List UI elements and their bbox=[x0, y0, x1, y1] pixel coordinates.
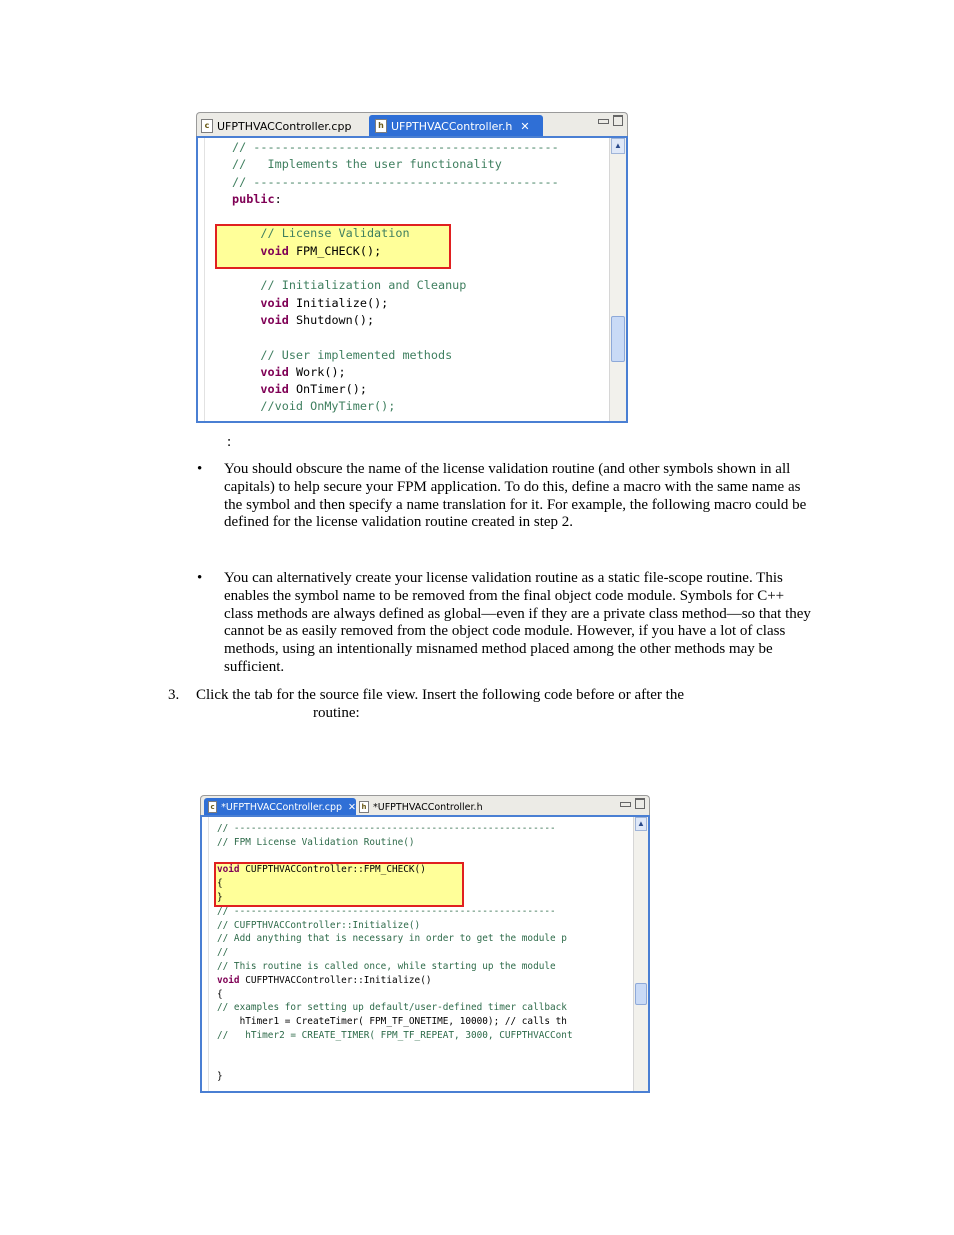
scroll-up-arrow-icon[interactable]: ▲ bbox=[611, 138, 625, 154]
code-line: // hTimer2 = CREATE_TIMER( FPM_TF_REPEAT, 3000, CUFPTHVACCont bbox=[217, 1029, 573, 1041]
tab-header-file[interactable] bbox=[359, 798, 491, 816]
code-line: // User implemented methods bbox=[232, 347, 453, 362]
tab-header-file[interactable] bbox=[369, 115, 543, 137]
header-file-icon: h bbox=[359, 801, 369, 813]
code-line: // CUFPTHVACController::Initialize() bbox=[217, 919, 421, 931]
bullet-icon: • bbox=[197, 461, 203, 477]
scroll-thumb[interactable] bbox=[611, 316, 625, 362]
code-line bbox=[232, 208, 559, 225]
bullet-paragraph-obscure-name: You should obscure the name of the license validation routine (and other symbols shown in all capitals) to help secure your FPM application. To do this, define a macro with the same name as the symbol and then specify a name translation for it. For example, the following macro could be defined for the license validation routine created in step 2. bbox=[224, 461, 807, 531]
scroll-thumb[interactable] bbox=[635, 983, 647, 1005]
code-line: // Initialization and Cleanup bbox=[232, 278, 467, 293]
editor-gutter bbox=[198, 138, 205, 421]
cpp-file-icon: c bbox=[208, 801, 217, 813]
step-text: Click the tab for the source file view. Insert the following code before or after the bbox=[196, 687, 685, 703]
close-icon[interactable]: ✕ bbox=[520, 119, 530, 133]
figure-caption: : bbox=[227, 434, 232, 450]
code-line: //void OnMyTimer(); bbox=[232, 399, 396, 414]
tab-label: *UFPTHVACController.h bbox=[373, 801, 483, 813]
code-line bbox=[217, 1043, 573, 1057]
code-editor[interactable] bbox=[200, 815, 650, 1093]
tab-cpp-file[interactable] bbox=[204, 798, 356, 816]
code-text bbox=[217, 822, 573, 1084]
window-controls bbox=[620, 798, 645, 809]
code-line: void Work(); bbox=[260, 364, 346, 379]
vertical-scrollbar[interactable] bbox=[633, 817, 648, 1091]
code-line: // ------------------------------------------- bbox=[232, 174, 559, 189]
close-icon[interactable]: ✕ bbox=[348, 801, 356, 813]
code-line: // examples for setting up default/user-defined timer callback bbox=[217, 1002, 567, 1014]
code-line: } bbox=[217, 891, 223, 903]
tab-label: UFPTHVACController.h bbox=[391, 119, 513, 133]
code-line: } bbox=[217, 1071, 223, 1083]
code-line: void Shutdown(); bbox=[260, 312, 375, 327]
editor-gutter bbox=[202, 817, 209, 1091]
minimize-icon[interactable] bbox=[620, 802, 631, 807]
code-line: // --------------------------------------------------------- bbox=[217, 823, 556, 834]
code-line: { bbox=[217, 878, 223, 890]
tab-cpp-file[interactable] bbox=[201, 115, 367, 137]
code-line: // Implements the user functionality bbox=[232, 157, 502, 172]
tab-label: UFPTHVACController.cpp bbox=[217, 119, 352, 133]
code-line: // License Validation bbox=[232, 226, 410, 241]
code-line: void CUFPTHVACController::Initialize() bbox=[217, 974, 432, 986]
code-line: // ------------------------------------------- bbox=[232, 140, 559, 154]
code-line: // bbox=[217, 947, 229, 959]
code-line bbox=[217, 1057, 573, 1071]
bullet-icon: • bbox=[197, 570, 203, 586]
code-text bbox=[232, 139, 559, 416]
code-line bbox=[232, 260, 559, 277]
code-line: // FPM License Validation Routine() bbox=[217, 836, 415, 848]
code-line: void FPM_CHECK(); bbox=[260, 243, 382, 258]
code-line: // --------------------------------------------------------- bbox=[217, 905, 556, 917]
step-number: 3. bbox=[168, 687, 180, 703]
maximize-icon[interactable] bbox=[613, 115, 623, 126]
code-line: public: bbox=[232, 191, 282, 206]
cpp-file-icon: c bbox=[201, 119, 213, 133]
code-editor[interactable] bbox=[196, 136, 628, 423]
editor-tab-bar bbox=[196, 112, 628, 137]
bullet-paragraph-static-routine: You can alternatively create your license validation routine as a static file-scope routine. This enables the symbol name to be removed from the final object code module. Symbols for C++ class methods are always defined as global—even if they are a private class method—so that they cannot be as easily removed from the object code module. However, if you have a lot of class methods, using an intentionally misnamed method placed among the other methods may be sufficient. bbox=[224, 570, 811, 675]
code-line bbox=[217, 850, 573, 864]
maximize-icon[interactable] bbox=[635, 798, 645, 809]
code-line: void Initialize(); bbox=[260, 295, 389, 310]
tab-label: *UFPTHVACController.cpp bbox=[221, 801, 343, 813]
code-line: void OnTimer(); bbox=[260, 382, 367, 397]
minimize-icon[interactable] bbox=[598, 119, 609, 124]
editor-tab-bar bbox=[200, 795, 650, 816]
source-editor-window bbox=[200, 795, 650, 1093]
code-line: // This routine is called once, while starting up the module bbox=[217, 960, 556, 972]
step-text-continued: routine: bbox=[313, 705, 360, 721]
vertical-scrollbar[interactable] bbox=[609, 138, 626, 421]
code-line: // Add anything that is necessary in order to get the module p bbox=[217, 933, 567, 945]
code-line: { bbox=[217, 988, 223, 1000]
code-line: void CUFPTHVACController::FPM_CHECK() bbox=[217, 864, 426, 876]
code-line: hTimer1 = CreateTimer( FPM_TF_ONETIME, 10000); // calls th bbox=[217, 1016, 567, 1028]
header-editor-window bbox=[196, 112, 628, 423]
window-controls bbox=[598, 115, 623, 126]
scroll-up-arrow-icon[interactable]: ▲ bbox=[635, 817, 647, 831]
code-line bbox=[232, 329, 559, 346]
header-file-icon: h bbox=[375, 119, 387, 133]
